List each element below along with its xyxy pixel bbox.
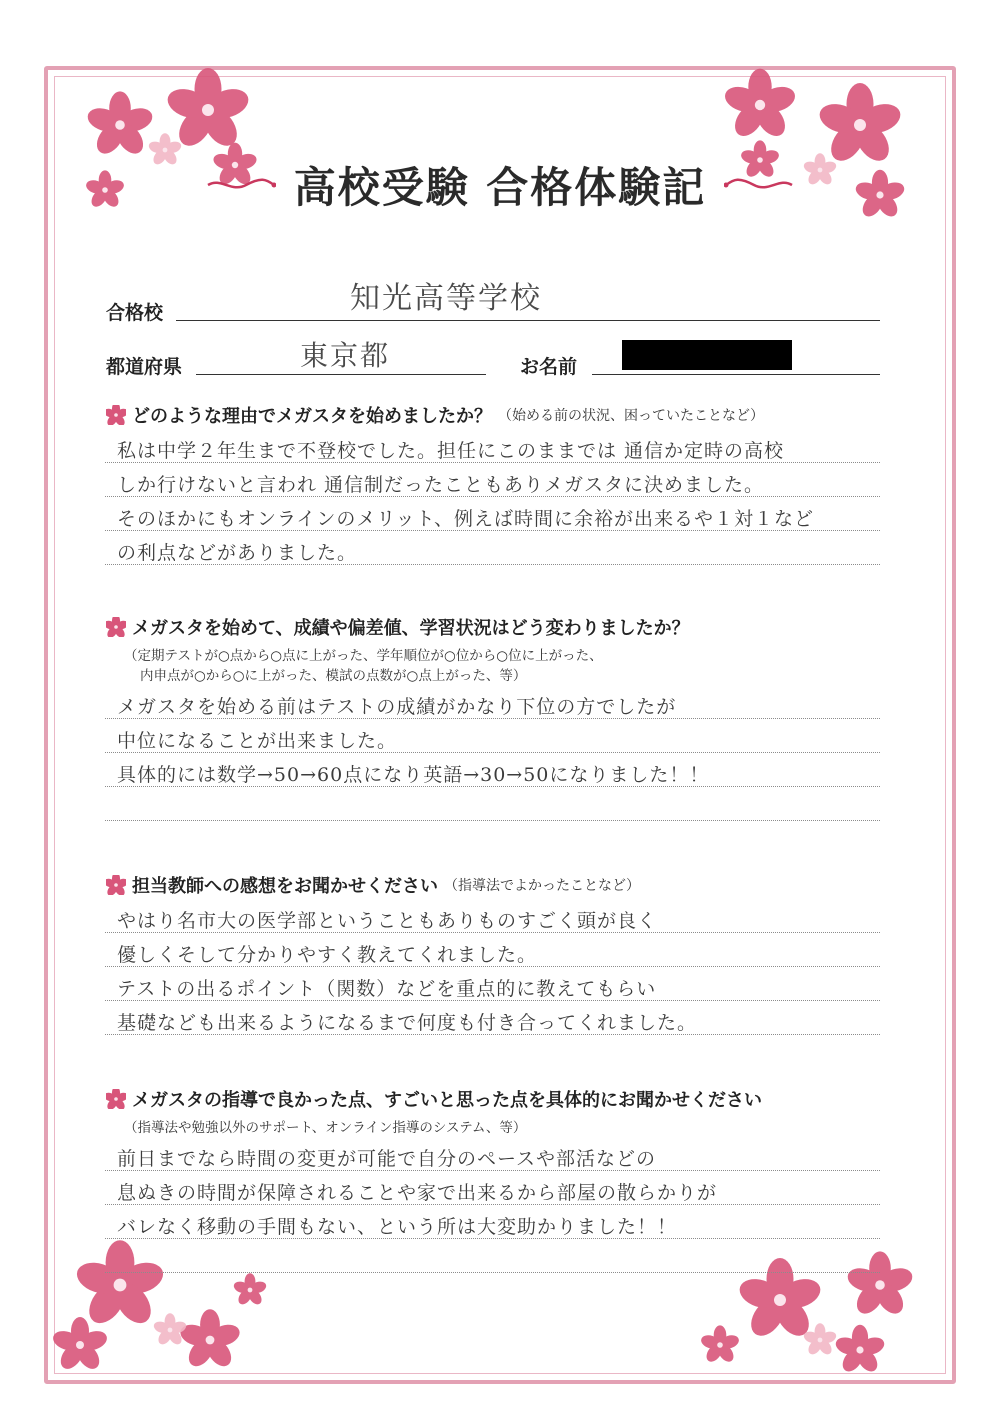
section-2-question: メガスタを始めて、成績や偏差値、学習状況はどう変わりましたか？ — [132, 618, 690, 639]
answer-line: 息ぬきの時間が保障されることや家で出来るから部屋の散らかりが — [117, 1182, 718, 1204]
name-underline — [592, 374, 880, 375]
answer-line: バレなく移動の手間もない、という所は大変助かりました！！ — [117, 1216, 678, 1238]
answer-line: 具体的には数学→50→60点になり英語→30→50になりました！！ — [117, 764, 710, 786]
answer-line: 前日までなら時間の変更が可能で自分のペースや部活などの — [117, 1148, 657, 1170]
answer-line: 中位になることが出来ました。 — [117, 730, 398, 752]
section-4-question: メガスタの指導で良かった点、すごいと思った点を具体的にお聞かせください — [132, 1090, 762, 1111]
prefecture-label: 都道府県 — [106, 356, 183, 378]
answer-line: 基礎なども出来るようになるまで何度も付き合ってくれました。 — [117, 1012, 698, 1034]
school-underline — [176, 320, 880, 321]
section-4-answer — [105, 1138, 880, 1278]
section-2-answer — [105, 686, 880, 826]
prefecture-value: 東京都 — [300, 339, 391, 372]
answer-line: やはり名市大の医学部ということもありものすごく頭が良く — [117, 910, 658, 932]
section-2-sub-2: 内申点が○から○に上がった、模試の点数が○点上がった、等） — [140, 668, 527, 684]
section-3-title — [106, 872, 640, 898]
section-3-answer — [105, 900, 880, 1040]
name-label: お名前 — [520, 356, 578, 378]
redacted-name — [622, 340, 792, 370]
answer-line: 優しくそして分かりやすく教えてくれました。 — [117, 944, 538, 966]
title-row — [200, 150, 800, 220]
section-1-note: （始める前の状況、困っていたことなど） — [498, 408, 764, 424]
blossom-bullet-icon — [106, 405, 126, 425]
school-value: 知光高等学校 — [350, 281, 542, 316]
flourish-left-icon — [206, 175, 276, 195]
blossom-bullet-icon — [106, 1089, 126, 1109]
school-label: 合格校 — [106, 302, 164, 324]
section-1-title — [106, 402, 764, 428]
answer-line: 私は中学２年生まで不登校でした。担任にこのままでは 通信か定時の高校 — [117, 440, 785, 462]
answer-line: の利点などがありました。 — [117, 542, 358, 564]
flourish-right-icon — [724, 175, 794, 195]
section-3-note: （指導法でよかったことなど） — [444, 878, 640, 894]
blossom-bullet-icon — [106, 875, 126, 895]
section-4-title — [106, 1086, 762, 1112]
prefecture-underline — [196, 374, 486, 375]
section-2-sub-1: （定期テストが○点から○点に上がった、学年順位が○位から○位に上がった、 — [124, 648, 603, 664]
page-title: 高校受験 合格体験記 — [293, 163, 707, 212]
answer-rule — [105, 820, 880, 821]
answer-line: メガスタを始める前はテストの成績がかなり下位の方でしたが — [117, 696, 677, 718]
answer-rule — [105, 1272, 880, 1273]
answer-line: テストの出るポイント（関数）などを重点的に教えてもらい — [117, 978, 657, 1000]
section-2-title — [106, 614, 690, 640]
answer-line: しか行けないと言われ 通信制だったこともありメガスタに決めました。 — [117, 474, 765, 496]
section-1-answer — [105, 430, 880, 570]
section-1-question: どのような理由でメガスタを始めましたか？ — [132, 406, 492, 427]
section-3-question: 担当教師への感想をお聞かせください — [132, 876, 438, 897]
section-4-sub-1: （指導法や勉強以外のサポート、オンライン指導のシステム、等） — [124, 1120, 527, 1136]
answer-line: そのほかにもオンラインのメリット、例えば時間に余裕が出来るや１対１など — [117, 508, 814, 530]
blossom-bullet-icon — [106, 617, 126, 637]
